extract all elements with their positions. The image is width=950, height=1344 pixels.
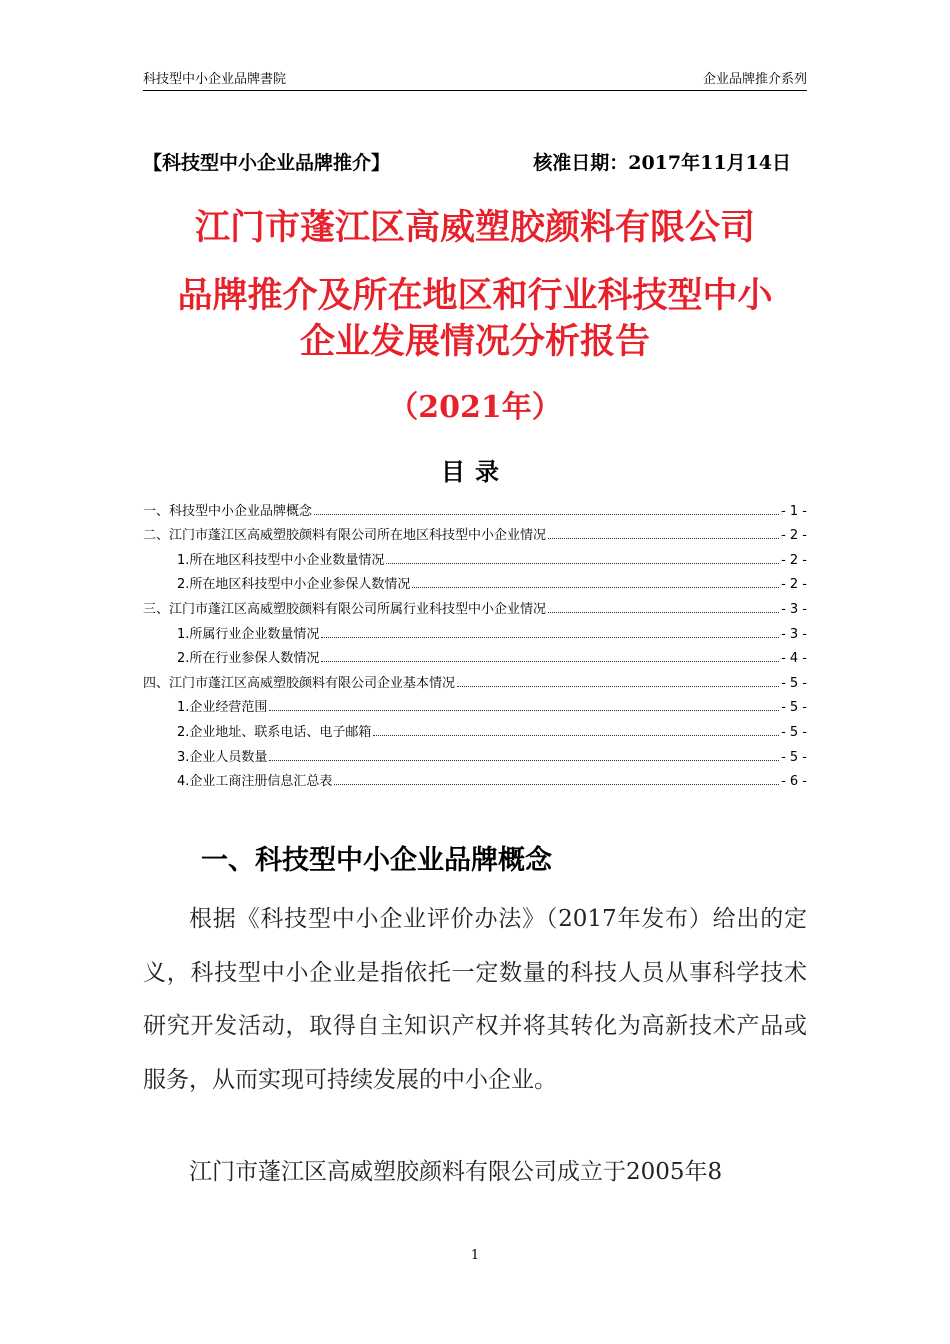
approval-date: 核准日期：2017年11月14日 xyxy=(533,152,791,174)
toc-entry-page: - 2 - xyxy=(781,577,807,593)
page-header xyxy=(143,66,807,91)
toc-entry-label: 4.企业工商注册信息汇总表 xyxy=(177,774,333,790)
toc-entry[interactable] xyxy=(143,617,807,642)
toc-leader-dots xyxy=(321,661,779,662)
header-right-text: 企业品牌推介系列 xyxy=(702,72,807,87)
recommendation-tag: 【科技型中小企业品牌推介】 xyxy=(143,152,391,174)
toc-entry-label: 2.所在行业参保人数情况 xyxy=(177,651,320,667)
toc-entry-page: - 2 - xyxy=(781,528,807,544)
toc-entry-page: - 6 - xyxy=(781,774,807,790)
toc-title: 目录 xyxy=(441,458,509,486)
toc-leader-dots xyxy=(548,612,779,613)
header-left-text: 科技型中小企业品牌書院 xyxy=(143,72,287,87)
toc-entry-page: - 3 - xyxy=(781,601,807,617)
toc-entry[interactable] xyxy=(143,765,807,790)
report-year: （2021年） xyxy=(388,390,562,425)
toc-leader-dots xyxy=(373,735,779,736)
toc-entry-page: - 2 - xyxy=(781,552,807,568)
toc-leader-dots xyxy=(314,514,779,515)
toc-entry[interactable] xyxy=(143,592,807,617)
toc-entry-page: - 5 - xyxy=(781,675,807,691)
toc-entry-page: - 5 - xyxy=(781,749,807,765)
toc-entry-label: 一、科技型中小企业品牌概念 xyxy=(143,503,313,519)
toc-leader-dots xyxy=(386,563,779,564)
toc-entry-label: 1.所属行业企业数量情况 xyxy=(177,626,320,642)
toc-entry-page: - 4 - xyxy=(781,651,807,667)
toc-leader-dots xyxy=(457,686,779,687)
toc-leader-dots xyxy=(334,784,779,785)
toc-entry-label: 2.所在地区科技型中小企业参保人数情况 xyxy=(177,577,411,593)
report-title-line-1: 江门市蓬江区高威塑胶颜料有限公司 xyxy=(194,207,755,248)
toc-entry-label: 1.企业经营范围 xyxy=(177,700,268,716)
body-paragraph: 江门市蓬江区高威塑胶颜料有限公司成立于2005年8 xyxy=(189,1159,723,1185)
toc-entry-page: - 5 - xyxy=(781,700,807,716)
toc-entry[interactable] xyxy=(143,568,807,593)
toc-entry[interactable] xyxy=(143,691,807,716)
toc-entry[interactable] xyxy=(143,715,807,740)
toc-entry-label: 2.企业地址、联系电话、电子邮箱 xyxy=(177,724,372,740)
toc-entry-label: 三、江门市蓬江区高威塑胶颜料有限公司所属行业科技型中小企业情况 xyxy=(143,601,547,617)
toc-entry[interactable] xyxy=(143,666,807,691)
toc-leader-dots xyxy=(269,710,779,711)
body-paragraph: 根据《科技型中小企业评价办法》（2017年发布）给出的定义，科技型中小企业是指依托一定数量的科技人员从事科学技术研究开发活动，取得自主知识产权并将其转化为高新技术产品或服务，从而实现可持续发展的中小企业。 xyxy=(143,906,807,1093)
table-of-contents xyxy=(143,494,807,789)
toc-entry-page: - 5 - xyxy=(781,724,807,740)
toc-entry[interactable] xyxy=(143,642,807,667)
toc-entry[interactable] xyxy=(143,494,807,519)
toc-entry-page: - 1 - xyxy=(781,503,807,519)
toc-entry[interactable] xyxy=(143,740,807,765)
page-number: 1 xyxy=(470,1248,480,1263)
toc-leader-dots xyxy=(412,587,779,588)
toc-entry-label: 二、江门市蓬江区高威塑胶颜料有限公司所在地区科技型中小企业情况 xyxy=(143,528,547,544)
report-title-line-3: 企业发展情况分析报告 xyxy=(299,321,650,362)
toc-entry[interactable] xyxy=(143,543,807,568)
toc-leader-dots xyxy=(548,538,779,539)
recommendation-line xyxy=(143,148,807,178)
toc-leader-dots xyxy=(321,637,779,638)
toc-leader-dots xyxy=(269,760,779,761)
section-heading: 一、科技型中小企业品牌概念 xyxy=(201,845,552,876)
toc-entry-label: 四、江门市蓬江区高威塑胶颜料有限公司企业基本情况 xyxy=(143,675,456,691)
toc-entry-page: - 3 - xyxy=(781,626,807,642)
toc-entry-label: 3.企业人员数量 xyxy=(177,749,268,765)
toc-entry-label: 1.所在地区科技型中小企业数量情况 xyxy=(177,552,385,568)
report-title-line-2: 品牌推介及所在地区和行业科技型中小 xyxy=(177,275,773,316)
toc-entry[interactable] xyxy=(143,519,807,544)
